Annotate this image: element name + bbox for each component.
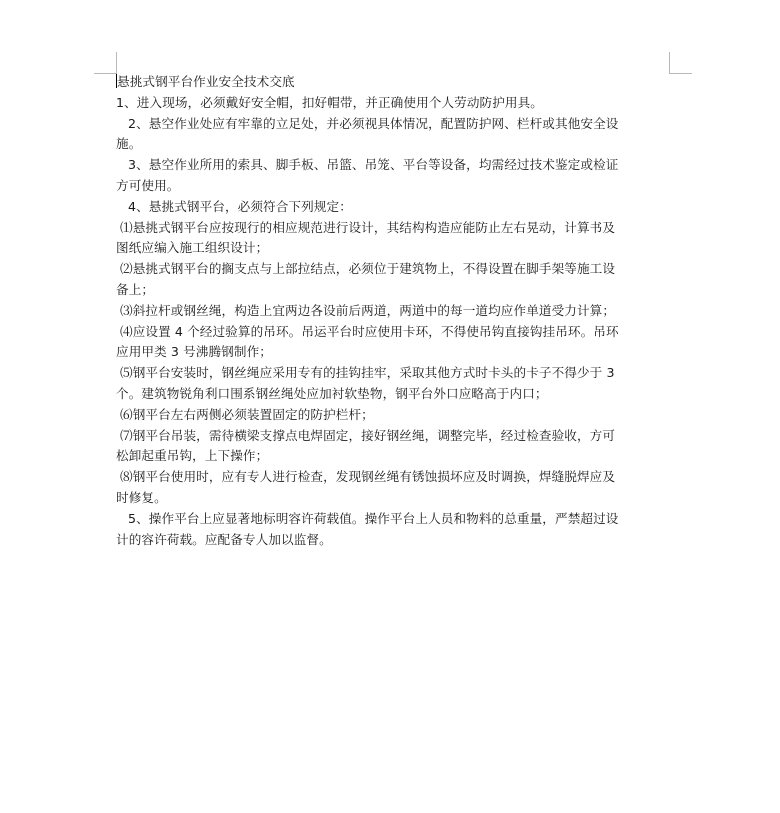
paragraph-4: 4、悬挑式钢平台，必须符合下列规定： bbox=[128, 198, 352, 214]
rule-1: ⑴悬挑式钢平台应按现行的相应规范进行设计，其结构构造应能防止左右晃动，计算书及 bbox=[120, 219, 616, 235]
rule-4-cont: 应用甲类 3 号沸腾钢制作； bbox=[116, 344, 272, 360]
rule-2: ⑵悬挑式钢平台的搁支点与上部拉结点，必须位于建筑物上，不得设置在脚手架等施工设 bbox=[120, 261, 616, 277]
document-title: 悬挑式钢平台作业安全技术交底 bbox=[117, 74, 295, 89]
rule-8-cont: 时修复。 bbox=[116, 489, 167, 505]
crop-mark-top-left-horizontal bbox=[94, 73, 117, 74]
document-title-line bbox=[116, 72, 676, 93]
rule-5-cont: 个。建筑物锐角利口围系钢丝绳处应加衬软垫物，钢平台外口应略高于内口； bbox=[116, 385, 548, 401]
rule-3: ⑶斜拉杆或钢丝绳，构造上宜两边各设前后两道，两道中的每一道均应作单道受力计算； bbox=[120, 302, 616, 318]
rule-1-cont: 图纸应编入施工组织设计； bbox=[116, 240, 269, 256]
paragraph-5: 5、操作平台上应显著地标明容许荷载值。操作平台上人员和物料的总重量，严禁超过设 bbox=[128, 510, 619, 526]
crop-mark-top-right-vertical bbox=[669, 52, 670, 74]
paragraph-3: 3、悬空作业所用的索具、脚手板、吊篮、吊笼、平台等设备，均需经过技术鉴定或检证 bbox=[128, 157, 619, 173]
rule-2-cont: 备上； bbox=[116, 281, 155, 297]
paragraph-3-cont: 方可使用。 bbox=[116, 177, 180, 193]
paragraph-5-cont: 计的容许荷载。应配备专人加以监督。 bbox=[116, 531, 332, 547]
rule-5: ⑸钢平台安装时，钢丝绳应采用专有的挂钩挂牢，采取其他方式时卡头的卡子不得少于 3 bbox=[120, 365, 615, 381]
rule-7: ⑺钢平台吊装，需待横梁支撑点电焊固定，接好钢丝绳，调整完毕，经过检查验收，方可 bbox=[120, 427, 616, 443]
paragraph-2: 2、悬空作业处应有牢靠的立足处，并必须视具体情况，配置防护网、栏杆或其他安全设 bbox=[128, 115, 619, 131]
rule-6: ⑹钢平台左右两侧必须装置固定的防护栏杆； bbox=[120, 406, 374, 422]
crop-mark-top-left-vertical bbox=[116, 52, 117, 74]
rule-7-cont: 松卸起重吊钩，上下操作； bbox=[116, 448, 269, 464]
paragraph-2-cont: 施。 bbox=[116, 136, 142, 152]
paragraph-1: 1、进入现场，必须戴好安全帽，扣好帽带，并正确使用个人劳动防护用具。 bbox=[116, 94, 544, 110]
document-body[interactable] bbox=[116, 72, 676, 550]
rule-4: ⑷应设置 4 个经过验算的吊环。吊运平台时应使用卡环，不得使吊钩直接钩挂吊环。吊环 bbox=[120, 323, 619, 339]
rule-8: ⑻钢平台使用时，应有专人进行检查，发现钢丝绳有锈蚀损坏应及时调换，焊缝脱焊应及 bbox=[120, 469, 616, 485]
